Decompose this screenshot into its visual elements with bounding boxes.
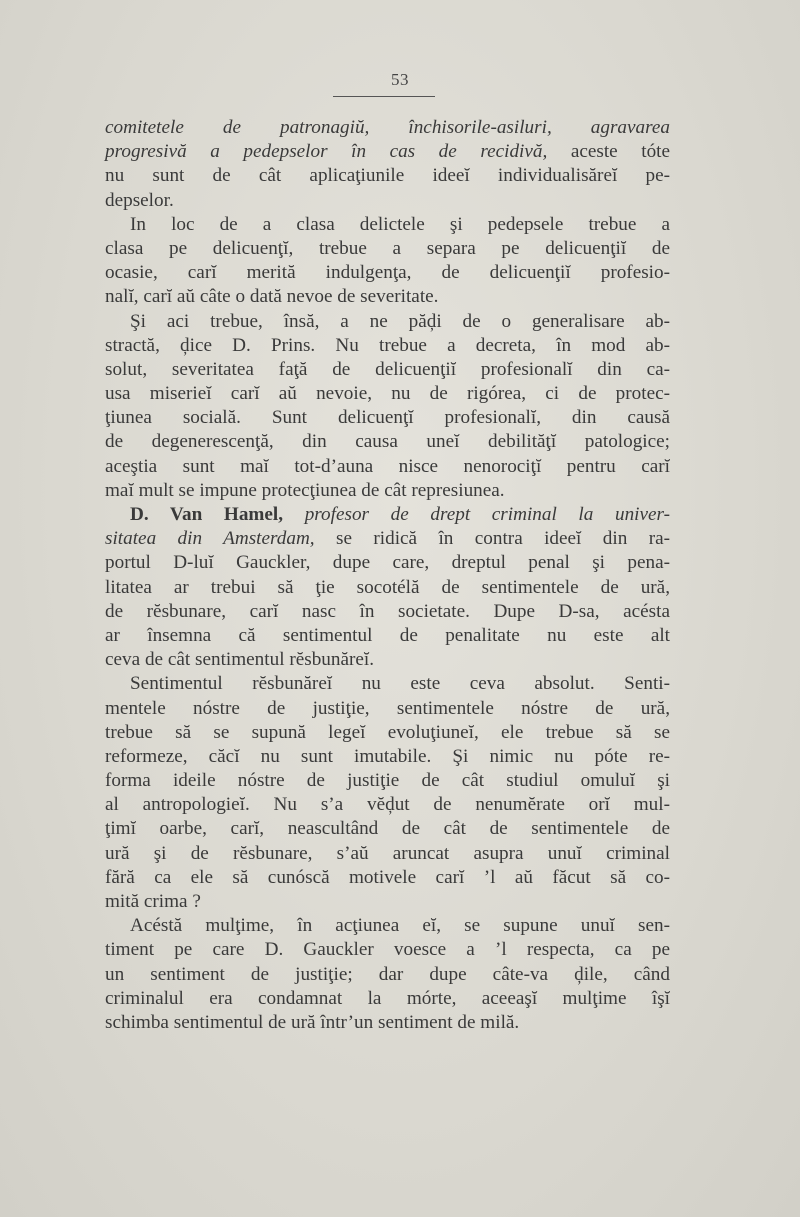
text-line xyxy=(105,842,670,866)
text-run: usa miserieĭ carĭ aŭ nevoie, nu de rigórea, ci de protec- xyxy=(105,383,670,405)
text-run: stractă, ḑice D. Prins. Nu trebue a decreta, în mod ab- xyxy=(105,334,670,356)
text-run: solut, severitatea faţă de delicuenţiĭ profesionalĭ din ca- xyxy=(105,358,670,380)
text-run: timent pe care D. Gauckler voesce a ’l respecta, ca pe xyxy=(105,939,670,961)
text-run: D. Van Hamel, xyxy=(130,504,284,525)
text-run: al antropologieĭ. Nu s’a vĕḑut de nenumĕrate orĭ mul- xyxy=(105,794,670,816)
text-run: Şi aci trebue, însă, a ne păḑi de o generalisare ab- xyxy=(130,310,670,332)
body-text xyxy=(105,116,670,1035)
text-line xyxy=(105,116,670,140)
text-run: reformeze, căcĭ nu sunt imutabile. Şi nimic nu póte re- xyxy=(105,745,670,767)
text-line xyxy=(105,285,670,309)
text-line xyxy=(105,140,670,164)
text-line xyxy=(105,963,670,987)
page-number: 53 xyxy=(391,70,409,89)
text-line xyxy=(105,213,670,237)
text-line xyxy=(105,551,670,575)
text-run: ocasie, carĭ merită indulgenţa, de delicuenţiĭ profesio- xyxy=(105,262,670,284)
text-line xyxy=(105,938,670,962)
text-run: sitatea din Amsterdam, xyxy=(105,528,315,550)
text-line xyxy=(105,189,670,213)
text-line xyxy=(105,358,670,382)
text-run: forma ideile nóstre de justiţie de cât studiul omuluĭ şi xyxy=(105,770,670,792)
text-line xyxy=(105,455,670,479)
text-run: trebue să se supună legeĭ evoluţiuneĭ, ele trebue să se xyxy=(105,721,670,743)
text-run: ceva de cât sentimentul rĕsbunăreĭ. xyxy=(105,649,375,671)
text-run: de rĕsbunare, carĭ nasc în societate. Dupe D-sa, acésta xyxy=(105,600,670,622)
text-line xyxy=(105,866,670,890)
text-run: ar însemna că sentimentul de penalitate nu este alt xyxy=(105,624,670,646)
text-run: Sentimentul rĕsbunăreĭ nu este ceva absolut. Senti- xyxy=(130,673,670,695)
text-line xyxy=(105,769,670,793)
text-line xyxy=(105,624,670,648)
text-line xyxy=(105,334,670,358)
text-run: criminalul era condamnat la mórte, aceeaşĭ mulţime îşĭ xyxy=(105,987,670,1009)
text-run: ţiunea socială. Sunt delicuenţĭ profesionalĭ, din causă xyxy=(105,407,670,429)
text-run: progresivă a pedepselor în cas de recidivă, xyxy=(105,141,548,163)
text-run: In loc de a clasa delictele şi pedepsele trebue a xyxy=(130,213,670,235)
text-line xyxy=(105,430,670,454)
text-line xyxy=(105,817,670,841)
text-run: fără ca ele să cunóscă motivele carĭ ’l aŭ făcut să co- xyxy=(105,866,670,888)
text-line xyxy=(105,237,670,261)
text-line xyxy=(105,479,670,503)
text-run: litatea ar trebui să ţie socotélă de sentimentele de ură, xyxy=(105,576,670,598)
text-run: un sentiment de justiţie; dar dupe câte-va ḑile, când xyxy=(105,963,670,985)
text-line xyxy=(105,310,670,334)
text-run: nu sunt de cât aplicaţiunile ideeĭ individualisăreĭ pe- xyxy=(105,165,670,187)
text-run: aceste tóte xyxy=(547,141,671,163)
text-line xyxy=(105,890,670,914)
text-run: comitetele de patronagiŭ, închisorile-asiluri, agravarea xyxy=(105,117,670,138)
text-line xyxy=(105,1011,670,1035)
text-line xyxy=(105,648,670,672)
text-line xyxy=(105,600,670,624)
text-run: Acéstă mulţime, în acţiunea eĭ, se supune unuĭ sen- xyxy=(130,915,670,937)
header-rule xyxy=(333,96,435,97)
text-line xyxy=(105,914,670,938)
text-line xyxy=(105,672,670,696)
text-line xyxy=(105,721,670,745)
text-run: depselor. xyxy=(105,189,174,211)
text-line xyxy=(105,745,670,769)
text-run: schimba sentimentul de ură într’un sentiment de milă. xyxy=(105,1011,520,1033)
text-run: portul D-luĭ Gauckler, dupe care, dreptul penal şi pena- xyxy=(105,552,670,574)
text-run: mită crima ? xyxy=(105,891,201,912)
text-run: clasa pe delicuenţĭ, trebue a separa pe delicuenţiĭ de xyxy=(105,237,670,259)
text-line xyxy=(105,406,670,430)
text-line xyxy=(105,793,670,817)
text-line xyxy=(105,503,670,527)
text-line xyxy=(105,576,670,600)
text-run: se ridică în contra ideeĭ din ra- xyxy=(314,528,670,550)
text-run: ură şi de rĕsbunare, s’aŭ aruncat asupra unuĭ criminal xyxy=(105,842,670,864)
text-run: mentele nóstre de justiţie, sentimentele nóstre de ură, xyxy=(105,697,670,719)
text-run: aceştia sunt maĭ tot-d’auna nisce nenorociţĭ pentru carĭ xyxy=(105,455,670,477)
text-line xyxy=(105,987,670,1011)
text-run: profesor de drept criminal la univer- xyxy=(283,504,670,525)
text-line xyxy=(105,164,670,188)
text-line xyxy=(105,527,670,551)
text-run: nalĭ, carĭ aŭ câte o dată nevoe de severitate. xyxy=(105,286,439,308)
text-run: de degenerescenţă, din causa uneĭ debilităţĭ patologice; xyxy=(105,431,670,453)
text-line xyxy=(105,261,670,285)
text-line xyxy=(105,382,670,406)
text-line xyxy=(105,697,670,721)
text-run: maĭ mult se impune protecţiunea de cât represiunea. xyxy=(105,479,505,501)
text-run: ţimĭ oarbe, carĭ, neascultând de cât de sentimentele de xyxy=(105,818,670,840)
